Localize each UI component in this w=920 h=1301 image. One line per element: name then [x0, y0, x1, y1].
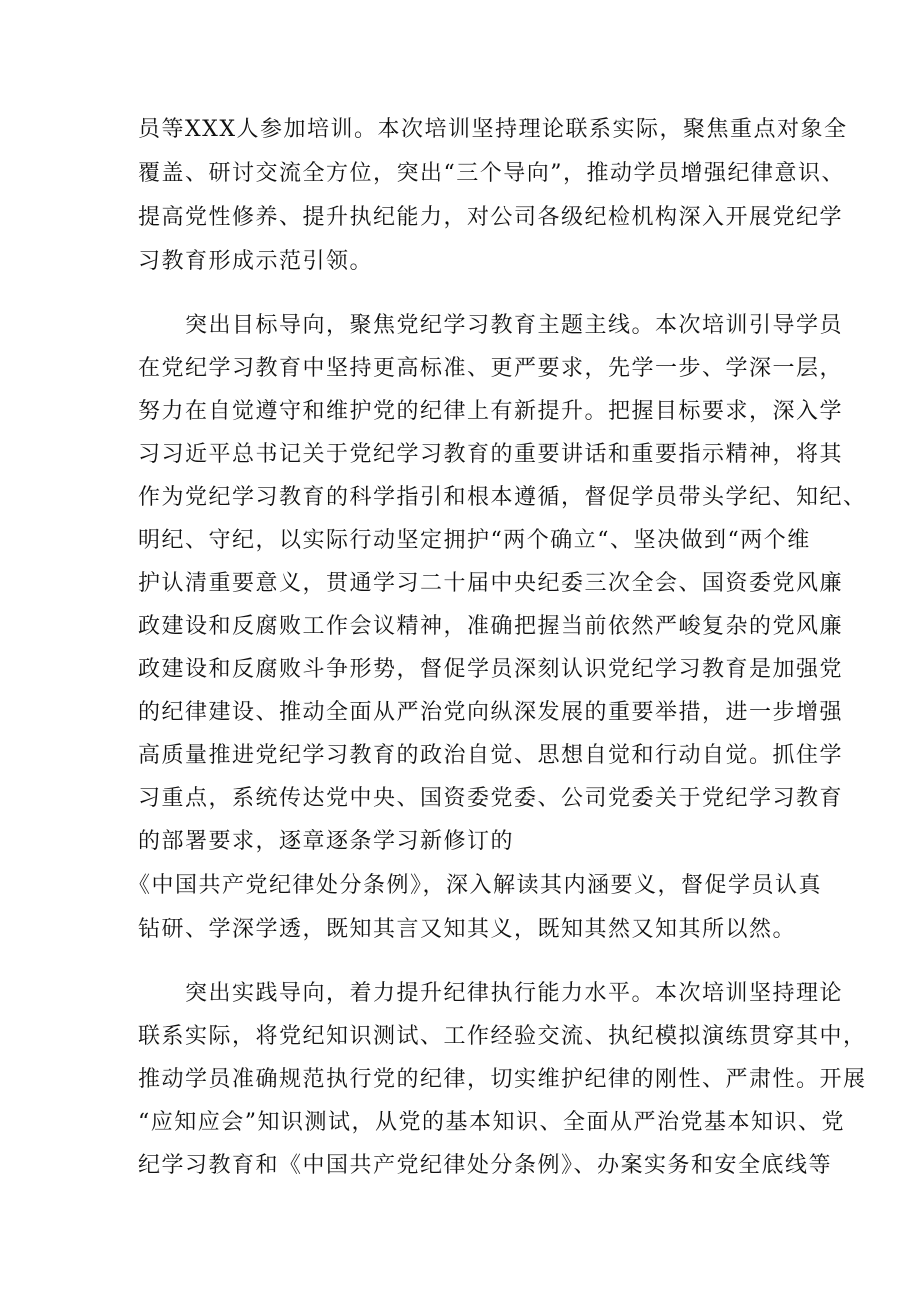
- text-line: 《中国共产党纪律处分条例》，深入解读其内涵要义，督促学员认真: [128, 873, 823, 898]
- text-line: 明纪、守纪，以实际行动坚定拥护“两个确立“、坚决做到“两个维: [138, 528, 811, 553]
- text-line: 的部署要求，逐章逐条学习新修订的: [138, 829, 515, 854]
- text-line: 钻研、学深学透，既知其言又知其义，既知其然又知其所以然。: [138, 917, 797, 942]
- text-line: 的纪律建设、推动全面从严治党向纵深发展的重要举措，进一步增强: [138, 700, 844, 725]
- text-line: 习习近平总书记关于党纪学习教育的重要讲话和重要指示精神，将其: [138, 442, 844, 467]
- text-line: 突出目标导向，聚焦党纪学习教育主题主线。本次培训引导学员: [185, 313, 844, 338]
- text-line: 纪学习教育和《中国共产党纪律处分条例》、办案实务和安全底线等: [138, 1153, 833, 1178]
- text-line: “应知应会”知识测试，从党的基本知识、全面从严治党基本知识、党: [138, 1110, 845, 1135]
- text-line: 作为党纪学习教育的科学指引和根本遵循，督促学员带头学纪、知纪、: [138, 485, 867, 510]
- text-line: 覆盖、研讨交流全方位，突出“三个导向”，推动学员增强纪律意识、: [138, 161, 845, 186]
- text-line: 提高党性修养、提升执纪能力，对公司各级纪检机构深入开展党纪学: [138, 205, 844, 230]
- text-line: 员等XXX人参加培训。本次培训坚持理论联系实际，聚焦重点对象全: [138, 117, 848, 142]
- text-line: 努力在自觉遵守和维护党的纪律上有新提升。把握目标要求，深入学: [138, 399, 844, 424]
- text-line: 推动学员准确规范执行党的纪律，切实维护纪律的刚性、严肃性。开展: [138, 1067, 867, 1092]
- text-line: 政建设和反腐败斗争形势，督促学员深刻认识党纪学习教育是加强党: [138, 657, 844, 682]
- text-line: 在党纪学习教育中坚持更高标准、更严要求，先学一步、学深一层，: [138, 356, 844, 381]
- text-line: 政建设和反腐败工作会议精神，准确把握当前依然严峻复杂的党风廉: [138, 614, 844, 639]
- text-line: 高质量推进党纪学习教育的政治自觉、思想自觉和行动自觉。抓住学: [138, 743, 844, 768]
- text-line: 习教育形成示范引领。: [138, 249, 374, 274]
- text-line: 突出实践导向，着力提升纪律执行能力水平。本次培训坚持理论: [185, 981, 844, 1006]
- text-line: 护认清重要意义，贯通学习二十届中央纪委三次全会、国资委党风廉: [138, 571, 844, 596]
- text-line: 联系实际，将党纪知识测试、工作经验交流、执纪模拟演练贯穿其中，: [138, 1024, 867, 1049]
- text-line: 习重点，系统传达党中央、国资委党委、公司党委关于党纪学习教育: [138, 786, 844, 811]
